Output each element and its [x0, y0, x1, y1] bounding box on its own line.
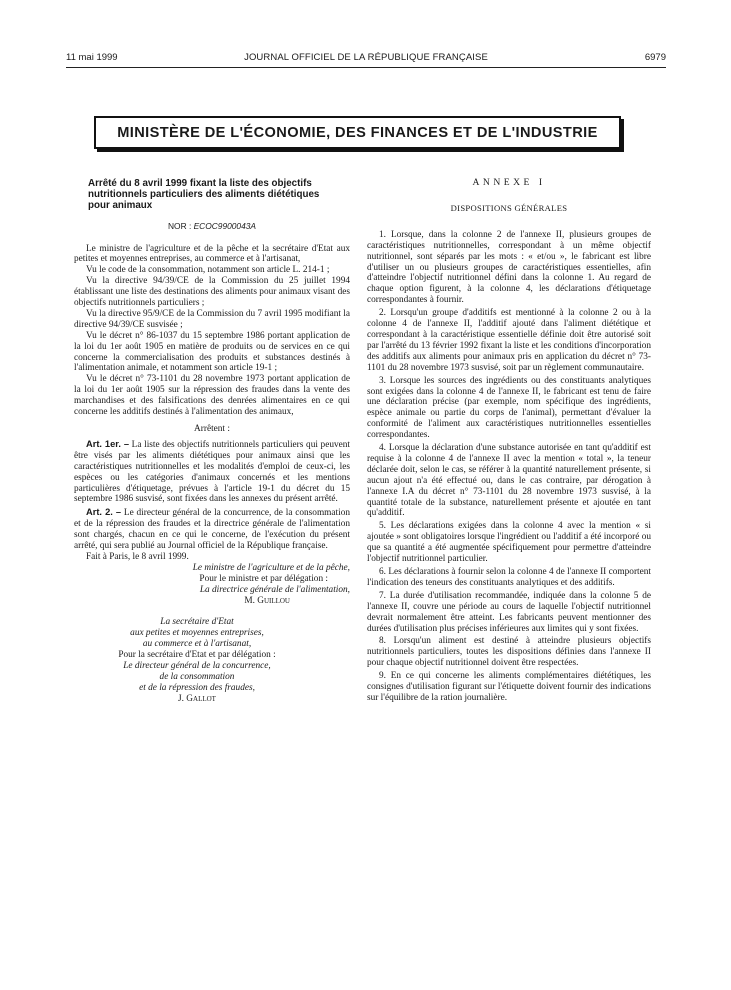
ministry-banner: [94, 116, 621, 149]
annexe-paragraph: 5. Les déclarations exigées dans la colonne 4 avec la mention « si ajoutée » sont obligatoires lorsque l'ingrédient ou l'additif a été incorporé ou que sa quantité a été augmentée spécifiquement pour permettre d'atteindre l'objectif nutritionnel particulier.: [367, 521, 651, 565]
visa-paragraph: Vu le décret n° 73-1101 du 28 novembre 1973 portant application de la loi du 1er août 1905 sur la répression des fraudes dans la vente des marchandises et des falsifications des denrées alimentaires en ce qui concerne les additifs destinés à l'alimentation des animaux,: [74, 374, 350, 418]
signatory-name: M. Guillou: [244, 595, 290, 606]
arretent-heading: Arrêtent :: [194, 424, 230, 435]
right-column: [367, 178, 651, 704]
page-number: 6979: [644, 52, 666, 63]
nor-reference: [74, 221, 350, 232]
signature-line: La secrétaire d'Etat: [160, 616, 234, 627]
annexe-paragraph: 9. En ce qui concerne les aliments complémentaires diététiques, les consignes d'utilisation figurant sur l'étiquette doivent fournir des indications sur l'équilibre de la ration journalière.: [367, 671, 651, 703]
fait-a-paris: Fait à Paris, le 8 avril 1999.: [86, 551, 189, 562]
signature-line: Le ministre de l'agriculture et de la pêche,: [192, 562, 350, 573]
signature-line: au commerce et à l'artisanat,: [142, 638, 252, 649]
visa-paragraph: Vu la directive 95/9/CE de la Commission du 7 avril 1995 modifiant la directive 94/39/CE susvisée ;: [74, 308, 350, 330]
annexe-title: ANNEXE I: [472, 177, 546, 188]
signatory-name: J. Gallot: [178, 693, 216, 704]
signature-line: aux petites et moyennes entreprises,: [130, 627, 264, 638]
signature-block-agriculture: [74, 563, 350, 607]
article-2: [74, 507, 350, 552]
visa-paragraph: Vu la directive 94/39/CE de la Commission du 25 juillet 1994 établissant une liste des destinations des aliments pour animaux visant des objectifs nutritionnels particuliers ;: [74, 276, 350, 309]
intro-paragraph: Le ministre de l'agriculture et de la pêche et la secrétaire d'Etat aux petites et moyennes entreprises, au commerce et à l'artisanat,: [74, 243, 350, 265]
arrete-title: Arrêté du 8 avril 1999 fixant la liste des objectifs nutritionnels particuliers des aliments diététiques pour animaux: [88, 178, 320, 212]
article-2-label: Art. 2. –: [86, 507, 122, 518]
annexe-paragraph: 6. Les déclarations à fournir selon la colonne 4 de l'annexe II comportent l'indication des teneurs des constituants analytiques et des additifs.: [367, 567, 651, 588]
signature-line: de la consommation: [159, 671, 235, 682]
signature-line: et de la répression des fraudes,: [139, 682, 255, 693]
header-date: 11 mai 1999: [66, 52, 118, 63]
left-column: [74, 178, 350, 705]
visa-paragraph: Vu le décret n° 86-1037 du 15 septembre 1986 portant application de la loi du 1er août 1905 en matière de produits ou de services en ce qui concerne la commercialisation des produits et substances destinés à l'alimentation animale, et notamment son article 19-1 ;: [74, 330, 350, 374]
header-rule: [66, 67, 666, 68]
nor-label: NOR :: [168, 220, 192, 231]
page-header: [66, 52, 666, 66]
signature-line: Le directeur général de la concurrence,: [123, 660, 271, 671]
ministry-title: MINISTÈRE DE L'ÉCONOMIE, DES FINANCES ET DE L'INDUSTRIE: [117, 124, 598, 141]
signature-line: Pour la secrétaire d'Etat et par délégation :: [118, 649, 276, 660]
signature-line: Pour le ministre et par délégation :: [199, 573, 328, 584]
visa-paragraph: Vu le code de la consommation, notamment son article L. 214-1 ;: [86, 265, 330, 276]
annexe-paragraph: 4. Lorsque la déclaration d'une substance autorisée en tant qu'additif est requise à la colonne 4 de l'annexe II avec la mention « total », la teneur déclarée doit, selon le cas, se référer à la quantité naturellement présente, si aucun ajout n'a été effectué ou, dans le cas contraire, par dérogation à l'annexe I.A du décret n° 73-1101 du 28 novembre 1973 susvisé, à la quantité totale de la substance, naturellement présente et ajoutée en tant qu'additif.: [367, 443, 651, 519]
annexe-paragraph: 7. La durée d'utilisation recommandée, indiquée dans la colonne 5 de l'annexe II, couvre une période au cours de laquelle l'objectif nutritionnel devrait normalement être atteint. Les fabricants peuvent mentionner des durées d'utilisation plus précises inférieures aux limites qui y sont fixées.: [367, 590, 651, 634]
signature-line: La directrice générale de l'alimentation,: [199, 584, 350, 595]
article-1-label: Art. 1er. –: [86, 438, 130, 449]
annexe-paragraph: 8. Lorsqu'un aliment est destiné à atteindre plusieurs objectifs nutritionnels particuliers, toutes les dispositions définies dans l'annexe II pour chaque objectif nutritionnel doivent être respectées.: [367, 636, 651, 669]
signature-block-commerce: [44, 617, 350, 705]
annexe-subtitle: DISPOSITIONS GÉNÉRALES: [450, 202, 568, 213]
journal-title: JOURNAL OFFICIEL DE LA RÉPUBLIQUE FRANÇAISE: [244, 52, 488, 63]
article-1-text: La liste des objectifs nutritionnels particuliers qui peuvent être visés par les aliments diététiques pour animaux ainsi que les caractéristiques nutritionnelles et les modalités d'emploi de ceux-ci, les espèces ou les catégories d'animaux concernés et les mentions particulières d'étiquetage, prévues à l'article 19-1 du décret du 15 septembre 1986 susvisé, sont fixées dans les annexes du présent arrêté.: [74, 439, 350, 505]
nor-code: ECOC9900043A: [193, 220, 256, 231]
annexe-paragraph: 2. Lorsqu'un groupe d'additifs est mentionné à la colonne 2 ou à la colonne 4 de l'annexe II, l'additif ajouté dans l'aliment diététique et correspondant à la caractéristique essentielle définie doit être autorisé soit par l'arrêté du 13 février 1992 fixant la liste et les conditions d'incorporation des additifs aux aliments pour animaux pris en application du décret n° 73-1101 du 28 novembre 1973 susvisé, soit par un règlement communautaire.: [367, 308, 651, 373]
annexe-paragraph: 1. Lorsque, dans la colonne 2 de l'annexe II, plusieurs groupes de caractéristiques nutritionnelles, correspondant à un même objectif nutritionnel, sont séparés par les mots : « et/ou », le fabricant est libre d'utiliser un ou plusieurs groupes de caractéristiques essentielles, afin d'atteindre l'objectif nutritionnel défini dans la colonne 1. Au regard de chaque option figurent, à la colonne 4, les déclarations d'étiquetage correspondantes à fournir.: [367, 229, 651, 306]
annexe-paragraph: 3. Lorsque les sources des ingrédients ou des constituants analytiques sont exigées dans la colonne 4 de l'annexe II, le fabricant est tenu de faire une déclaration précise (par exemple, nom spécifique des ingrédients, espèce animale ou partie du corps de l'animal), permettant d'évaluer la conformité de l'aliment aux caractéristiques nutritionnelles essentielles correspondantes.: [367, 375, 651, 441]
article-2-text: Le directeur général de la concurrence, de la consommation et de la répression des fraudes et la directrice générale de l'alimentation sont chargés, chacun en ce qui le concerne, de l'exécution du présent arrêté, qui sera publié au Journal officiel de la République française.: [74, 508, 350, 552]
article-1: [74, 439, 350, 505]
